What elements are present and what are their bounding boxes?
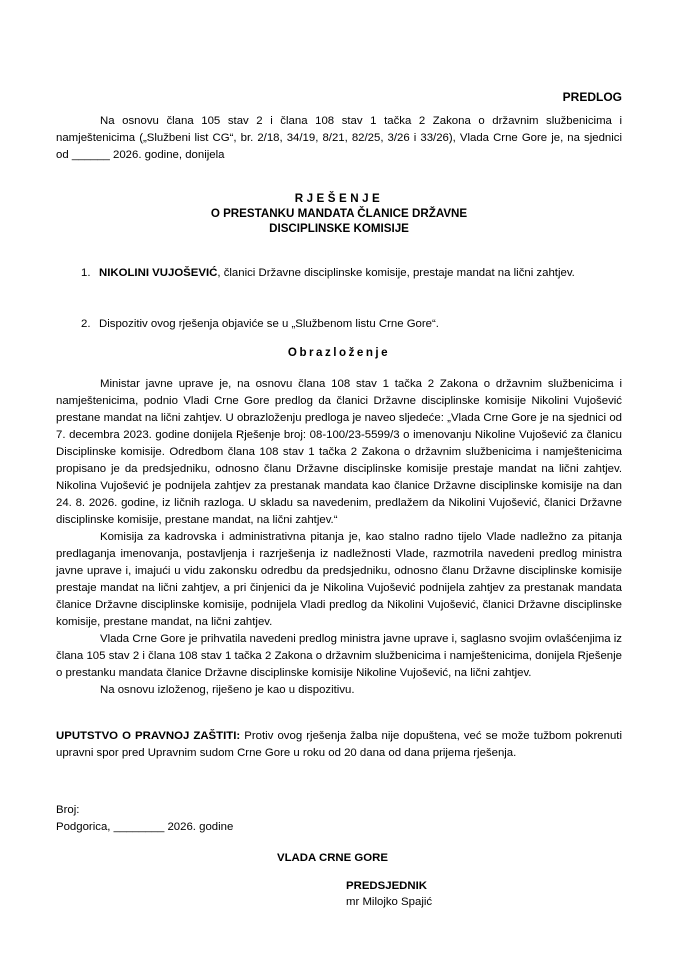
document-subtitle-line1: O PRESTANKU MANDATA ČLANICE DRŽAVNE <box>210 207 468 220</box>
obrazlozenje-paragraph: Komisija za kadrovska i administrativna pitanja je, kao stalno radno tijelo Vlade nadležno za pitanja predlaganja imenovanja, postavljenja i razrješenja iz nadležnosti Vlade, razmotrila navedeni predlog ministra javne uprave i, imajući u vidu zakonsku odredbu da predsjedniku, odnosno članu Državne disciplinske komisije prestaje mandat na lični zahtjev, a pri činjenici da je Nikolina Vujošević podnijela zahtjev za prestanak mandata članice Državne disciplinske komisije, podnijela Vladi predlog da Nikolini Vujošević, članici Državne disciplinske komisije, prestane mandat, na lični zahtjev. <box>56 531 622 628</box>
obrazlozenje-heading: Obrazloženje <box>287 346 391 359</box>
list-item-text: Dispozitiv ovog rješenja objaviće se u „Službenom listu Crne Gore“. <box>99 318 439 330</box>
uputstvo-heading: UPUTSTVO O PRAVNOJ ZAŠTITI: <box>56 730 241 742</box>
list-item-number: 1. <box>81 267 91 279</box>
intro-text: Na osnovu člana 105 stav 2 i člana 108 stav 1 tačka 2 Zakona o državnim službenicima i namještenicima („Službeni list CG“, br. 2/18, 34/19, 8/21, 82/25, 3/26 i 33/26), Vlada Crne Gore je, na sjednici od ______ 2026. godine, donijela <box>56 115 622 161</box>
place-date: Podgorica, ________ 2026. godine <box>56 821 234 833</box>
obrazlozenje-paragraph: Ministar javne uprave je, na osnovu člana 108 stav 1 tačka 2 Zakona o državnim službenicima i namještenicima, podnio Vladi Crne Gore predlog da članici Državne disciplinske komisije Nikolini Vujošević prestane mandat na lični zahtjev. U obrazloženju predloga je naveo sljedeće: „Vlada Crne Gore je na sjednici od 7. decembra 2023. godine donijela Rješenje broj: 08-100/23-5599/3 o imenovanju Nikoline Vujošević za članicu Disciplinske komisije. Odredbom člana 108 stav 1 tačka 2 Zakona o državnim službenicima i namještenicima propisano je da predsjedniku, odnosno članu Državne disciplinske komisije prestaje mandat na lični zahtjev. Nikolina Vujošević je podnijela zahtjev za prestanak mandata kao članice Državne disciplinske komisije na dan 24. 8. 2026. godine, iz ličnih razloga. U skladu sa navedenim, predlažem da Nikolini Vujošević, članici Državne disciplinske komisije, prestane mandat, na lični zahtjev.“ <box>56 378 622 526</box>
intro-paragraph <box>56 113 622 164</box>
obrazlozenje-paragraph: Na osnovu izloženog, riješeno je kao u dispozitivu. <box>100 684 355 696</box>
list-item-number: 2. <box>81 318 91 330</box>
uputstvo-text: Protiv ovog rješenja žalba nije dopuštena, već se može tužbom pokrenuti upravni spor pred Upravnim sudom Crne Gore u roku od 20 dana od dana prijema rješenja. <box>56 730 622 759</box>
obrazlozenje-paragraph: Vlada Crne Gore je prihvatila navedeni predlog ministra javne uprave i, saglasno svojim ovlašćenjima iz člana 105 stav 2 i člana 108 stav 1 tačka 2 Zakona o državnim službenicima i namještenicima, donijela Rješenje o prestanku mandata članice Državne disciplinske komisije Nikoline Vujošević, na lični zahtjev. <box>56 633 622 679</box>
broj-label: Broj: <box>56 804 80 816</box>
obrazlozenje-body <box>56 376 622 699</box>
uputstvo-pravna-zastita <box>56 728 622 762</box>
list-item-rest: , članici Državne disciplinske komisije, prestaje mandat na lični zahtjev. <box>217 267 575 279</box>
list-item-bold: NIKOLINI VUJOŠEVIĆ <box>99 267 218 279</box>
document-subtitle-line2: DISCIPLINSKE KOMISIJE <box>269 222 409 235</box>
signatory-title: PREDSJEDNIK <box>346 880 428 892</box>
list-item-text <box>99 265 621 282</box>
predlog-label: PREDLOG <box>562 90 622 104</box>
issuer-name: VLADA CRNE GORE <box>277 852 388 864</box>
footer-broj-block <box>56 802 233 836</box>
signatory-name: mr Milojko Spajić <box>346 896 433 908</box>
document-title: RJEŠENJE <box>294 192 384 205</box>
